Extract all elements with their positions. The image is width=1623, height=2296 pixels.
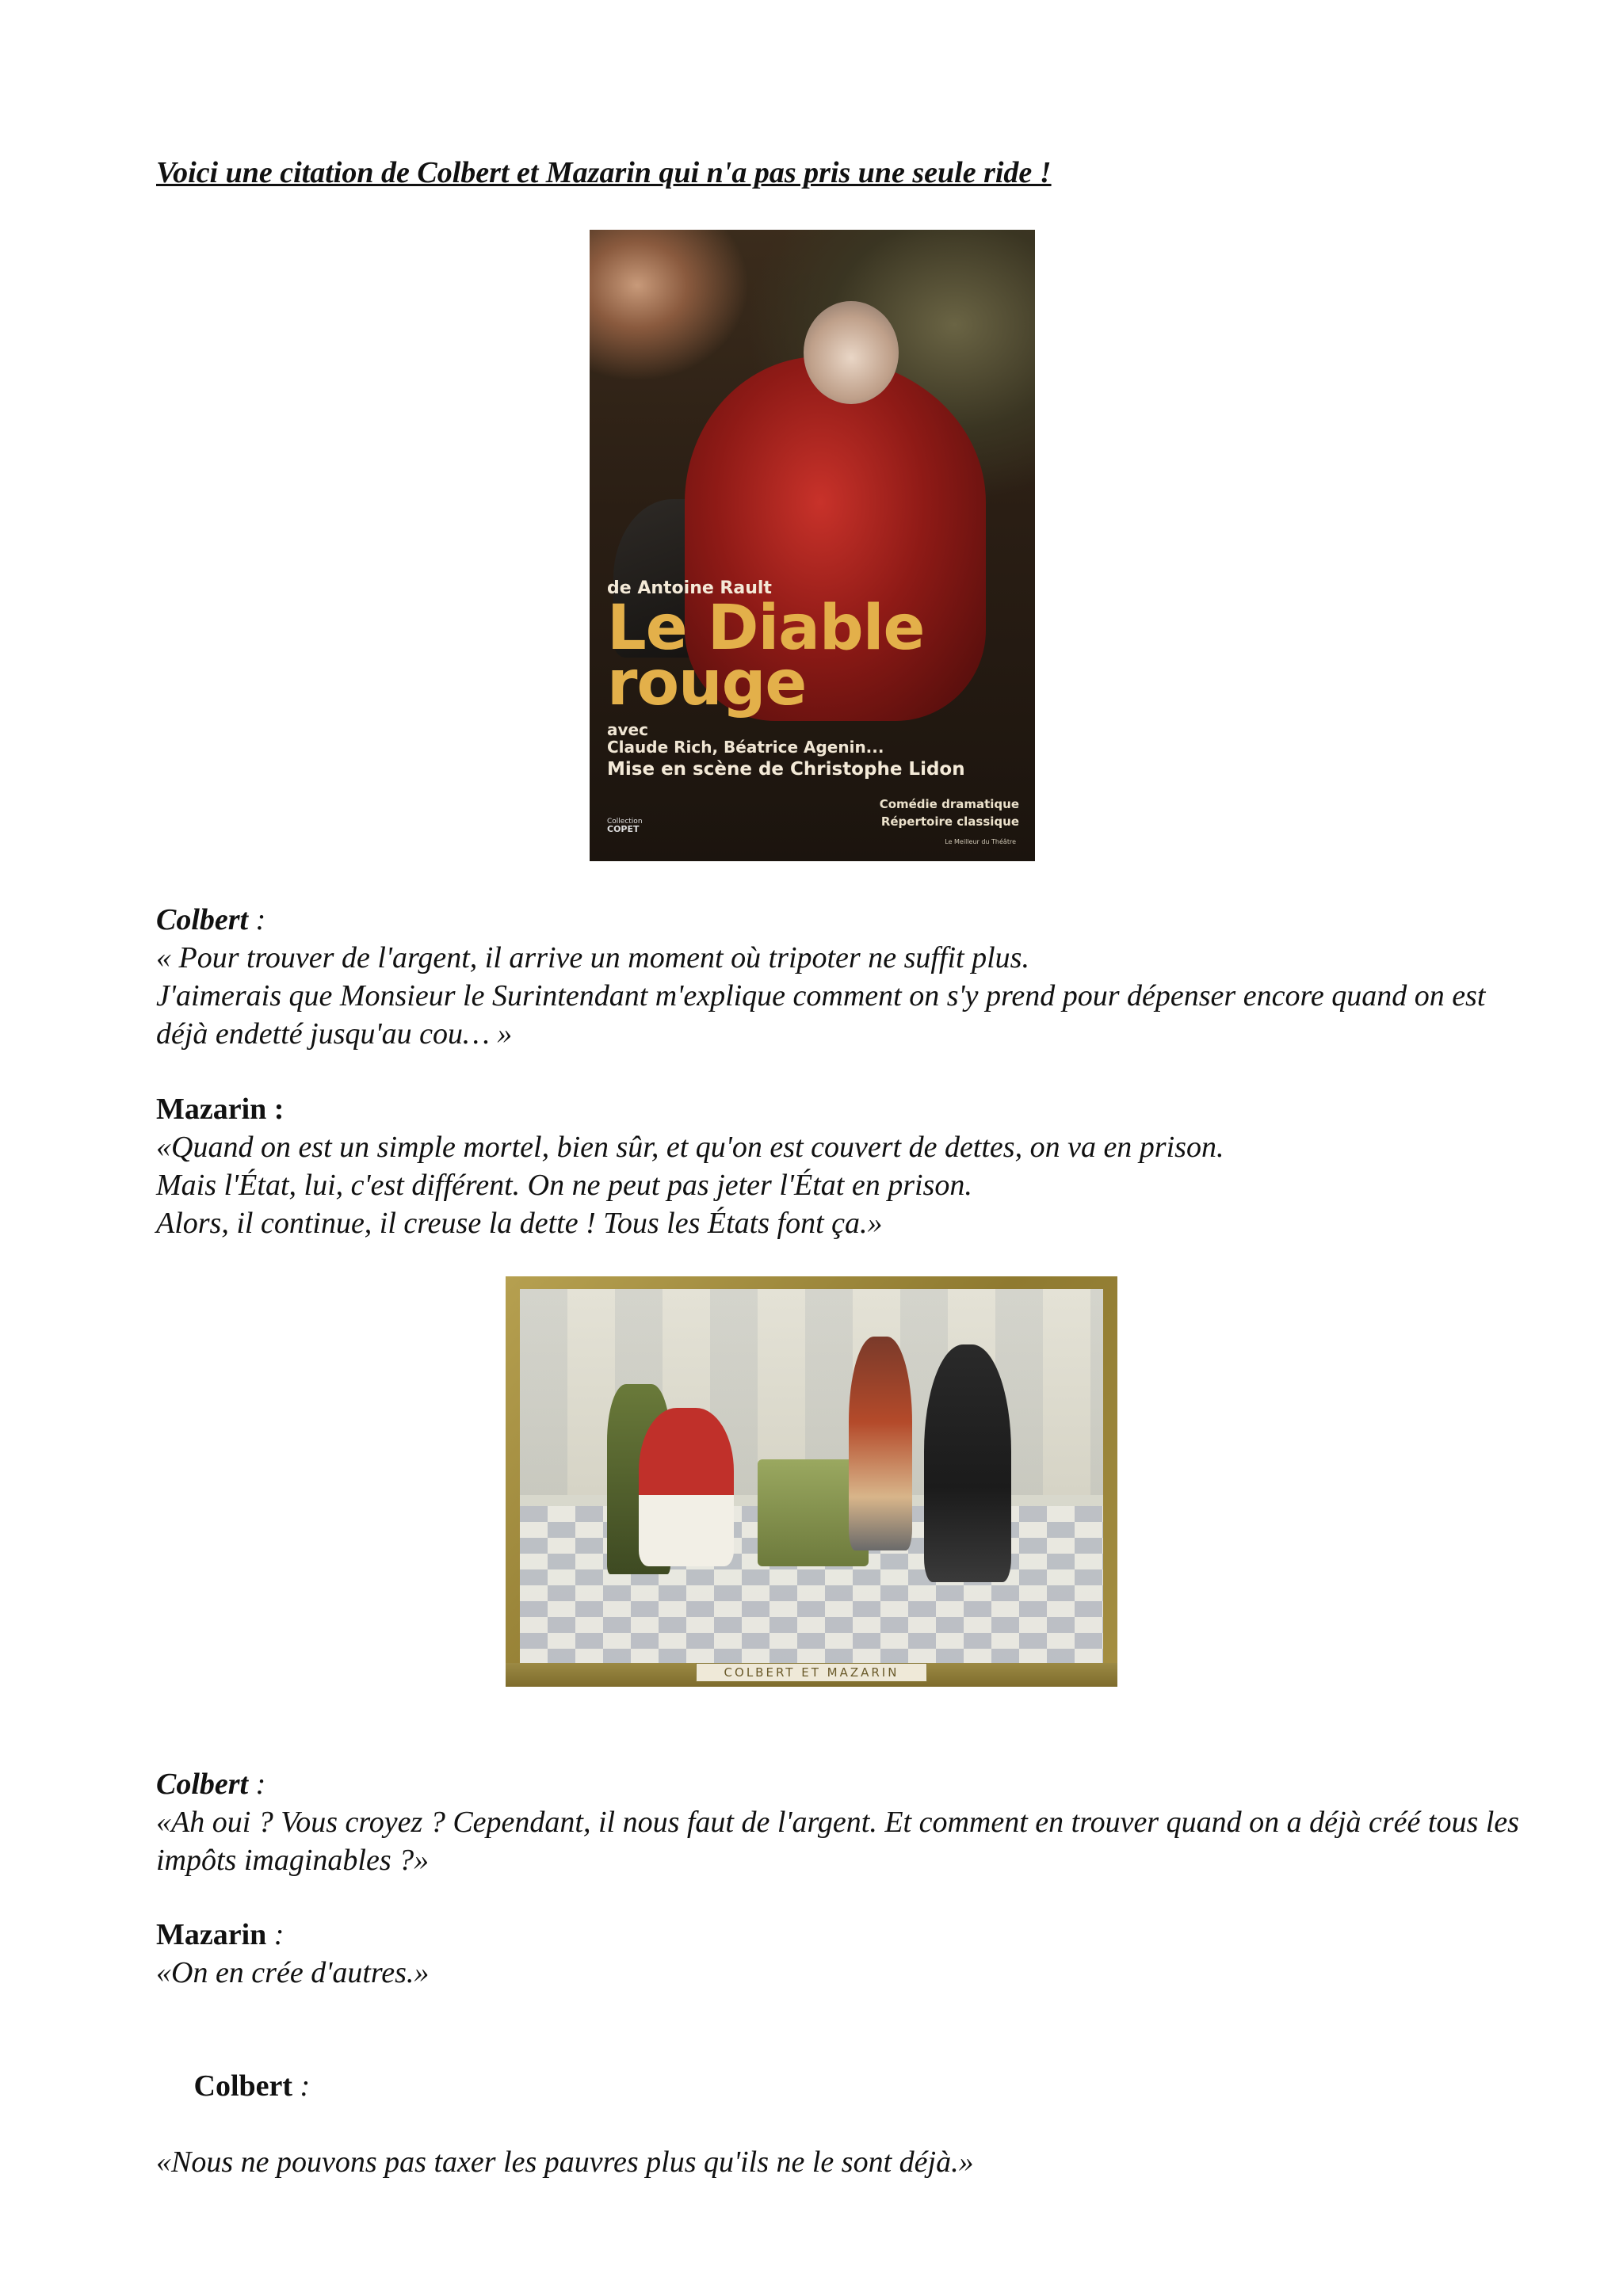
dialogue-block-1 — [156, 901, 1519, 1053]
speaker-name: Colbert — [156, 903, 249, 936]
card-scene — [520, 1289, 1103, 1663]
quote-line: J'aimerais que Monsieur le Surintendant m'explique comment on s'y prend pour dépenser encore quand on est déjà endetté jusqu'au cou… » — [156, 979, 1486, 1051]
poster-cast-names: Claude Rich, Béatrice Agenin... — [607, 738, 884, 757]
quote-line: « Pour trouver de l'argent, il arrive un moment où tripoter ne suffit plus. — [156, 941, 1029, 974]
dialogue-block-5 — [156, 2029, 1519, 2181]
card-cardinal-figure — [639, 1408, 734, 1566]
speaker-name: Colbert — [156, 1768, 249, 1801]
poster-tagline: Le Meilleur du Théâtre — [945, 838, 1016, 845]
poster-title — [607, 593, 925, 719]
quote-line: Alors, il continue, il creuse la dette ! Tous les États font ça.» — [156, 1207, 883, 1240]
quote-line: «On en crée d'autres.» — [156, 1956, 430, 1989]
quote-line: «Ah oui ? Vous croyez ? Cependant, il nous faut de l'argent. Et comment en trouver quand on a déjà créé tous les impôts imaginables ?» — [156, 1806, 1519, 1877]
poster-genre-line1: Comédie dramatique — [879, 797, 1019, 811]
poster-collection-label: Collection — [607, 818, 643, 826]
colbert-mazarin-card-image — [506, 1276, 1117, 1687]
poster-actor-head — [804, 301, 899, 404]
poster-collection-name: COPET — [607, 824, 640, 834]
card-bowing-man — [924, 1344, 1011, 1582]
quote-line: Mais l'État, lui, c'est différent. On ne peut pas jeter l'État en prison. — [156, 1169, 972, 1202]
card-caption: COLBERT ET MAZARIN — [696, 1663, 927, 1682]
poster-genre-line2: Répertoire classique — [880, 814, 1019, 829]
dialogue-block-3 — [156, 1765, 1519, 1879]
speaker-colon: : — [266, 1918, 285, 1951]
poster-title-line1: Le Diable — [607, 593, 925, 664]
dialogue-block-4 — [156, 1916, 1519, 1992]
poster-title-line2: rouge — [607, 648, 807, 719]
speaker-line — [156, 1765, 1519, 1803]
quote-line: «Quand on est un simple mortel, bien sûr, et qu'on est couvert de dettes, on va en prison. — [156, 1131, 1224, 1164]
page-heading: Voici une citation de Colbert et Mazarin qui n'a pas pris une seule ride ! — [156, 156, 1052, 189]
poster-director: Mise en scène de Christophe Lidon — [607, 759, 965, 780]
speaker-colon: : — [292, 2069, 311, 2103]
card-standing-man — [849, 1337, 912, 1550]
speaker-line — [156, 1916, 1519, 1954]
dialogue-block-2 — [156, 1090, 1519, 1242]
poster-image — [590, 230, 1035, 861]
speaker-name: Mazarin : — [156, 1093, 285, 1126]
quote-line: «Nous ne pouvons pas taxer les pauvres plus qu'ils ne le sont déjà.» — [156, 2145, 974, 2179]
speaker-colon: : — [248, 1768, 266, 1801]
speaker-line — [156, 2029, 1519, 2143]
speaker-name: Mazarin — [156, 1918, 267, 1951]
speaker-colon: : — [248, 903, 266, 936]
speaker-name: Colbert — [186, 2069, 293, 2103]
poster-avec: avec — [607, 720, 648, 739]
poster-author: de Antoine Rault — [607, 578, 772, 598]
poster-cast — [607, 721, 884, 756]
speaker-line — [156, 1090, 1519, 1128]
speaker-line — [156, 901, 1519, 939]
poster-genre — [880, 795, 1019, 830]
poster-collection-logo — [607, 818, 643, 834]
